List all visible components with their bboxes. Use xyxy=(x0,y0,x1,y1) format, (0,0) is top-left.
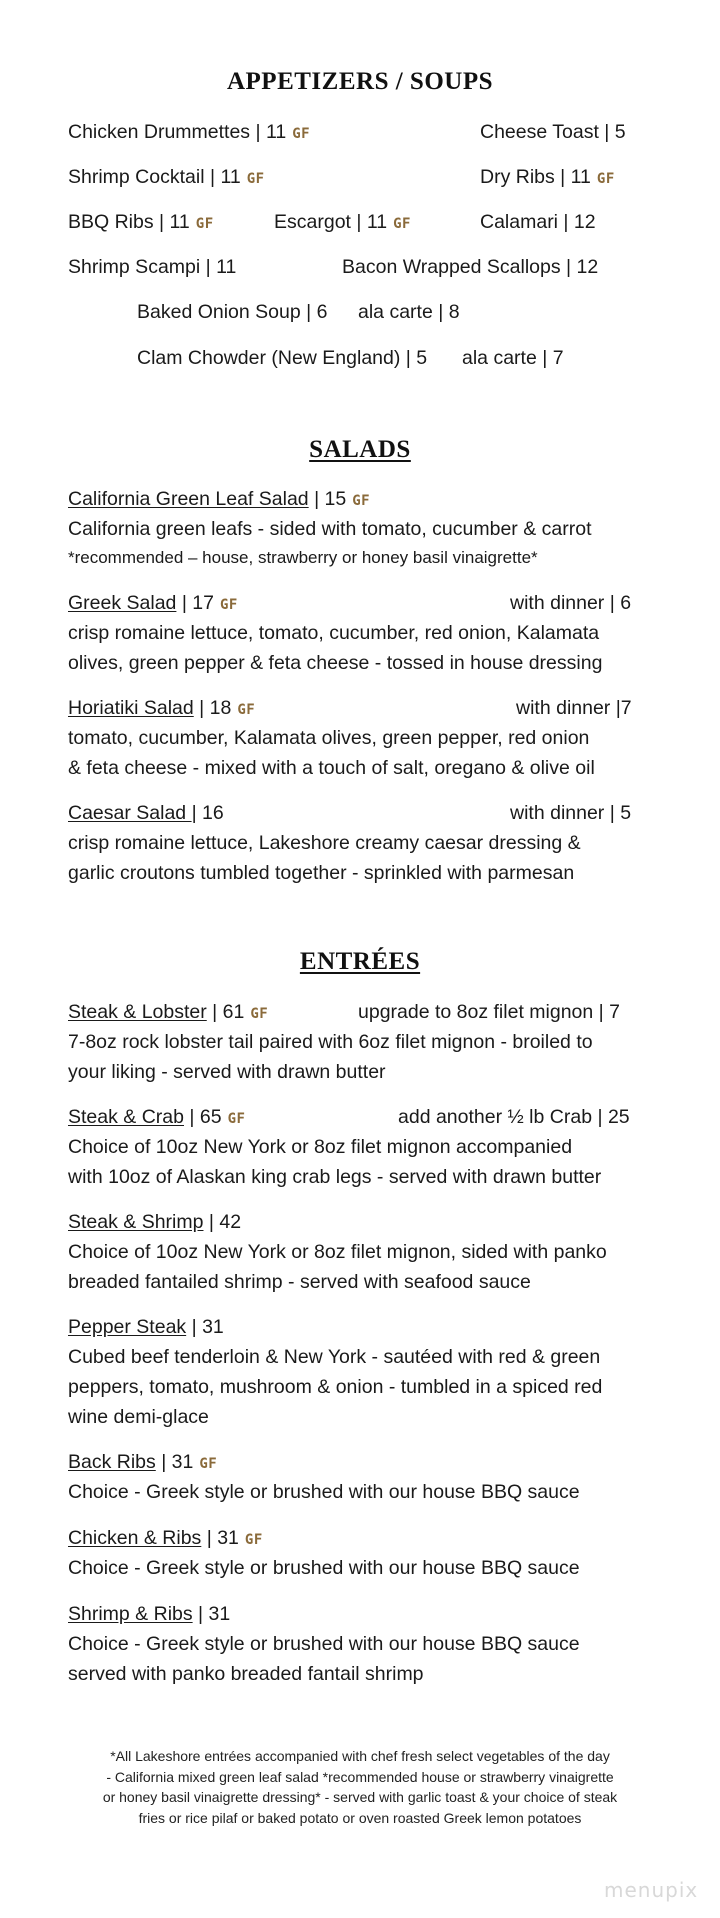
item-name: Greek Salad xyxy=(68,592,177,614)
menu-item-dry-ribs: Dry Ribs | 11 GF xyxy=(480,166,615,188)
entree-steak-crab-addon: add another ½ lb Crab | 25 xyxy=(398,1106,630,1128)
menu-item-clam-chowder-alacarte: ala carte | 7 xyxy=(462,347,564,369)
entrees-heading: ENTRÉES xyxy=(299,948,421,975)
appetizers-heading: APPETIZERS / SOUPS xyxy=(226,68,493,95)
menu-item-onion-soup: Baked Onion Soup | 6 xyxy=(137,301,328,323)
gluten-free-badge: GF xyxy=(292,126,311,142)
menu-item-bacon-scallops: Bacon Wrapped Scallops | 12 xyxy=(342,256,599,278)
gluten-free-badge: GF xyxy=(195,216,214,232)
menu-item-cheese-toast: Cheese Toast | 5 xyxy=(480,121,626,143)
salad-caesar-description-1: crisp romaine lettuce, Lakeshore creamy caesar dressing & xyxy=(68,832,581,854)
footnote-line: - California mixed green leaf salad *recommended house or strawberry vinaigrette xyxy=(106,1768,614,1785)
entree-pepper-steak-title: Pepper Steak | 31 xyxy=(68,1316,224,1338)
entree-steak-shrimp-description-2: breaded fantailed shrimp - served with seafood sauce xyxy=(68,1271,531,1293)
salad-horiatiki-title: Horiatiki Salad | 18 GF xyxy=(68,697,256,719)
menu-item-bbq-ribs: BBQ Ribs | 11 GF xyxy=(68,211,214,233)
menu-item-clam-chowder: Clam Chowder (New England) | 5 xyxy=(137,347,428,369)
menu-item-chicken-drummettes: Chicken Drummettes | 11 GF xyxy=(68,121,311,143)
salad-horiatiki-addon: with dinner |7 xyxy=(516,697,632,719)
menu-item-shrimp-cocktail: Shrimp Cocktail | 11 GF xyxy=(68,166,265,188)
gluten-free-badge: GF xyxy=(596,171,615,187)
entree-steak-crab-description-1: Choice of 10oz New York or 8oz filet mignon accompanied xyxy=(68,1136,573,1158)
entree-back-ribs-description: Choice - Greek style or brushed with our house BBQ sauce xyxy=(68,1481,580,1503)
item-name: Pepper Steak xyxy=(68,1316,187,1338)
entree-shrimp-ribs-description-1: Choice - Greek style or brushed with our house BBQ sauce xyxy=(68,1633,580,1655)
salad-caesar-description-2: garlic croutons tumbled together - sprinkled with parmesan xyxy=(68,862,575,884)
item-name: Caesar Salad xyxy=(68,802,192,824)
gluten-free-badge: GF xyxy=(244,1532,263,1548)
entree-steak-crab-description-2: with 10oz of Alaskan king crab legs - served with drawn butter xyxy=(68,1166,602,1188)
entree-chicken-ribs-description: Choice - Greek style or brushed with our house BBQ sauce xyxy=(68,1557,580,1579)
entree-footnote xyxy=(60,1746,660,1828)
entree-chicken-ribs-title: Chicken & Ribs | 31 GF xyxy=(68,1527,263,1549)
salad-greek-title: Greek Salad | 17 GF xyxy=(68,592,238,614)
salad-california-recommendation: *recommended – house, strawberry or honey basil vinaigrette* xyxy=(68,548,538,567)
item-name: Steak & Shrimp xyxy=(68,1211,204,1233)
menu-item-escargot: Escargot | 11 GF xyxy=(274,211,411,233)
salad-california-description: California green leafs - sided with tomato, cucumber & carrot xyxy=(68,518,592,540)
salad-horiatiki-description-2: & feta cheese - mixed with a touch of salt, oregano & olive oil xyxy=(68,757,595,779)
entree-steak-lobster-description-2: your liking - served with drawn butter xyxy=(68,1061,386,1083)
entree-steak-shrimp-title: Steak & Shrimp | 42 xyxy=(68,1211,242,1233)
item-name: Shrimp & Ribs xyxy=(68,1603,193,1625)
entree-shrimp-ribs-title: Shrimp & Ribs | 31 xyxy=(68,1603,231,1625)
entree-back-ribs-title: Back Ribs | 31 GF xyxy=(68,1451,218,1473)
footnote-line: *All Lakeshore entrées accompanied with chef fresh select vegetables of the day xyxy=(110,1748,610,1764)
entree-shrimp-ribs-description-2: served with panko breaded fantail shrimp xyxy=(68,1663,424,1685)
salad-california-title: California Green Leaf Salad | 15 GF xyxy=(68,488,371,510)
entree-steak-lobster-title: Steak & Lobster | 61 GF xyxy=(68,1001,269,1023)
gluten-free-badge: GF xyxy=(250,1006,269,1022)
salad-caesar-addon: with dinner | 5 xyxy=(510,802,632,824)
footnote-line: or honey basil vinaigrette dressing* - served with garlic toast & your choice of steak xyxy=(102,1789,618,1805)
item-name: Horiatiki Salad xyxy=(68,697,194,719)
entree-pepper-steak-description-3: wine demi-glace xyxy=(68,1406,209,1428)
gluten-free-badge: GF xyxy=(237,702,256,718)
menu-item-onion-soup-alacarte: ala carte | 8 xyxy=(358,301,460,323)
footnote-line: fries or rice pilaf or baked potato or oven roasted Greek lemon potatoes xyxy=(138,1809,582,1826)
item-name: Back Ribs xyxy=(68,1451,156,1473)
watermark: menupix xyxy=(604,1878,699,1902)
gluten-free-badge: GF xyxy=(393,216,411,232)
item-name: Chicken & Ribs xyxy=(68,1527,202,1549)
salad-horiatiki-description-1: tomato, cucumber, Kalamata olives, green pepper, red onion xyxy=(68,727,590,749)
gluten-free-badge: GF xyxy=(246,171,265,187)
entree-steak-crab-title: Steak & Crab | 65 GF xyxy=(68,1106,246,1128)
gluten-free-badge: GF xyxy=(227,1111,246,1127)
entree-steak-shrimp-description-1: Choice of 10oz New York or 8oz filet mignon, sided with panko xyxy=(68,1241,607,1263)
salad-greek-addon: with dinner | 6 xyxy=(510,592,632,614)
entree-pepper-steak-description-2: peppers, tomato, mushroom & onion - tumbled in a spiced red xyxy=(68,1376,603,1398)
gluten-free-badge: GF xyxy=(220,597,238,613)
salad-greek-description-1: crisp romaine lettuce, tomato, cucumber, red onion, Kalamata xyxy=(68,622,600,644)
entree-steak-lobster-description-1: 7-8oz rock lobster tail paired with 6oz filet mignon - broiled to xyxy=(68,1031,593,1053)
item-name: Steak & Lobster xyxy=(68,1001,207,1023)
salads-heading: SALADS xyxy=(309,436,411,463)
salad-caesar-title: Caesar Salad | 16 xyxy=(68,802,224,824)
gluten-free-badge: GF xyxy=(352,493,371,509)
gluten-free-badge: GF xyxy=(199,1456,218,1472)
entree-steak-lobster-addon: upgrade to 8oz filet mignon | 7 xyxy=(358,1001,620,1023)
menu-item-calamari: Calamari | 12 xyxy=(480,211,596,233)
item-name: Steak & Crab xyxy=(68,1106,184,1128)
menu-item-shrimp-scampi: Shrimp Scampi | 11 xyxy=(68,256,237,278)
item-name: California Green Leaf Salad xyxy=(68,488,309,510)
entree-pepper-steak-description-1: Cubed beef tenderloin & New York - sautéed with red & green xyxy=(68,1346,601,1368)
salad-greek-description-2: olives, green pepper & feta cheese - tossed in house dressing xyxy=(68,652,603,674)
